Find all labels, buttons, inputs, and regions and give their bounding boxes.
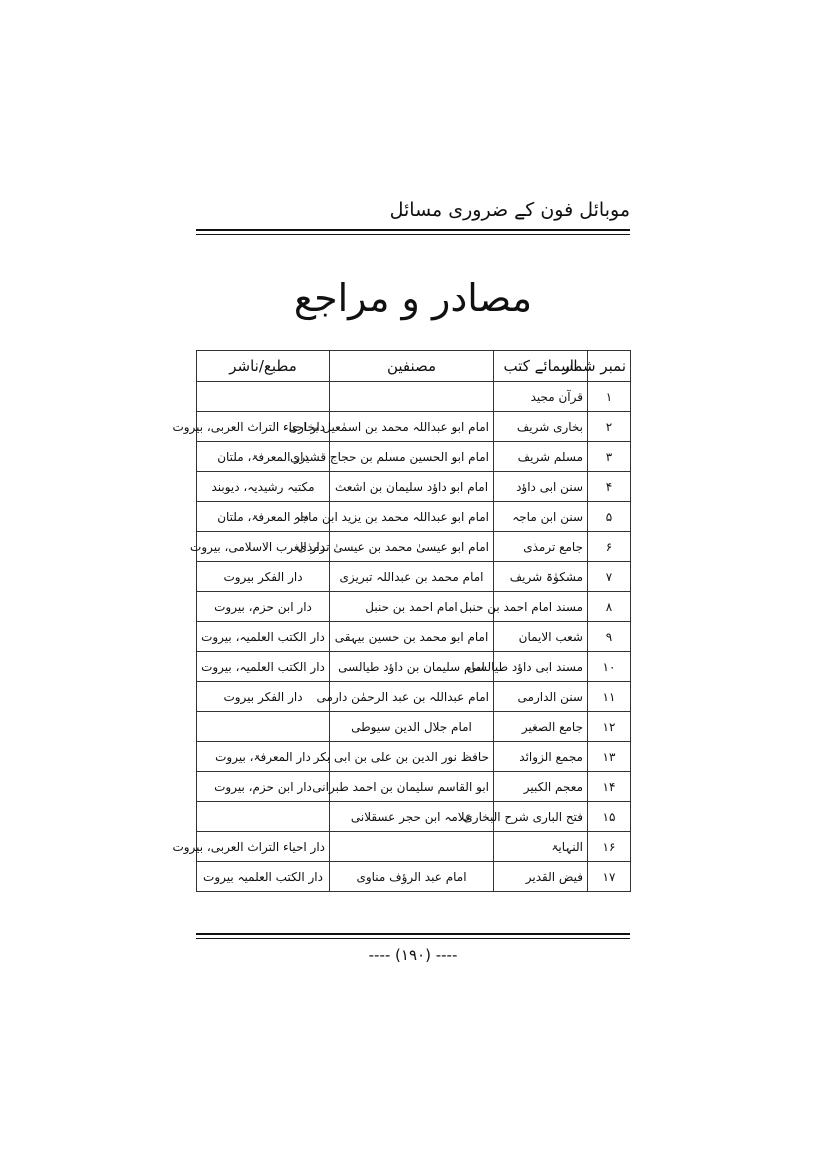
footer-rule-thin [196, 938, 630, 939]
author-cell: ابو القاسم سلیمان بن احمد طبرانی [330, 772, 494, 802]
author-cell: امام ابو داؤد سلیمان بن اشعث [330, 472, 494, 502]
author-cell [330, 832, 494, 862]
table-row [197, 772, 631, 802]
page-number: ---- (۱۹۰) ---- [368, 946, 458, 964]
publisher-cell: دار ابن حزم، بیروت [197, 772, 330, 802]
row-number-cell: ۱۲ [588, 712, 631, 742]
book-title-cell: سنن ابی داؤد [494, 472, 588, 502]
book-title-cell: قرآن مجید [494, 382, 588, 412]
header-rule-thin [196, 234, 630, 235]
row-number-cell: ۹ [588, 622, 631, 652]
author-cell: امام سلیمان بن داؤد طیالسی [330, 652, 494, 682]
author-cell: امام ابو عیسیٰ محمد بن عیسیٰ ترمذی [330, 532, 494, 562]
book-title-cell: مسلم شریف [494, 442, 588, 472]
table-row [197, 802, 631, 832]
author-cell: علامہ ابن حجر عسقلانی [330, 802, 494, 832]
publisher-cell: مکتبہ رشیدیہ، دیوبند [197, 472, 330, 502]
table-row [197, 562, 631, 592]
book-title-cell: مشکوٰۃ شریف [494, 562, 588, 592]
row-number-cell: ۱ [588, 382, 631, 412]
book-title-cell: معجم الکبیر [494, 772, 588, 802]
table-row [197, 682, 631, 712]
book-title-cell: مجمع الزوائد [494, 742, 588, 772]
column-header-book: اسمائے کتب [494, 351, 588, 382]
author-cell: امام ابو الحسین مسلم بن حجاج قشیری [330, 442, 494, 472]
row-number-cell: ۱۵ [588, 802, 631, 832]
table-body [172, 382, 631, 892]
table-header-row [197, 351, 631, 382]
table-row [197, 712, 631, 742]
publisher-cell [197, 712, 330, 742]
row-number-cell: ۸ [588, 592, 631, 622]
author-cell: امام جلال الدین سیوطی [330, 712, 494, 742]
book-title-cell: جامع ترمذی [494, 532, 588, 562]
publisher-cell: دار الکتب العلمیہ، بیروت [197, 652, 330, 682]
table-row [197, 622, 631, 652]
publisher-cell: دار احیاء التراث العربی، بیروت [197, 412, 330, 442]
table-row [197, 592, 631, 622]
publisher-cell: دار الکتب العلمیہ بیروت [197, 862, 330, 892]
table-row [197, 442, 631, 472]
table-row [197, 652, 631, 682]
table-row [197, 382, 631, 412]
book-title-cell: شعب الایمان [494, 622, 588, 652]
book-title-cell: فیض القدیر [494, 862, 588, 892]
table-row [197, 502, 631, 532]
table-row [197, 412, 631, 442]
publisher-cell: دار المعرفۃ، بیروت [197, 742, 330, 772]
author-cell: امام ابو محمد بن حسین بیہقی [330, 622, 494, 652]
table-row [197, 472, 631, 502]
running-header: موبائل فون کے ضروری مسائل [389, 199, 630, 221]
publisher-cell: دار الفکر بیروت [197, 682, 330, 712]
row-number-cell: ۷ [588, 562, 631, 592]
page-title: مصادر و مراجع [293, 276, 533, 320]
footer-rule-thick [196, 933, 630, 935]
author-cell [330, 382, 494, 412]
row-number-cell: ۱۶ [588, 832, 631, 862]
book-title-cell: سنن ابن ماجہ [494, 502, 588, 532]
column-header-author: مصنفین [330, 351, 494, 382]
row-number-cell: ۲ [588, 412, 631, 442]
book-title-cell: مسند امام احمد بن حنبل [494, 592, 588, 622]
publisher-cell: دار الغرب الاسلامی، بیروت [197, 532, 330, 562]
book-title-cell: مسند ابی داؤد طیالسی [494, 652, 588, 682]
row-number-cell: ۱۴ [588, 772, 631, 802]
publisher-cell [197, 802, 330, 832]
row-number-cell: ۵ [588, 502, 631, 532]
table-row [197, 532, 631, 562]
column-header-publisher: مطبع/ناشر [197, 351, 330, 382]
book-title-cell: فتح الباری شرح البخاری [494, 802, 588, 832]
author-cell: امام عبد الرؤف مناوی [330, 862, 494, 892]
table-row [197, 742, 631, 772]
author-cell: امام عبداللہ بن عبد الرحمٰن دارمی [330, 682, 494, 712]
row-number-cell: ۱۳ [588, 742, 631, 772]
book-title-cell: النہایۃ [494, 832, 588, 862]
author-cell: امام ابو عبداللہ محمد بن یزید ابن ماجہ [330, 502, 494, 532]
publisher-cell: دار ابن حزم، بیروت [197, 592, 330, 622]
row-number-cell: ۱۷ [588, 862, 631, 892]
table-row [197, 862, 631, 892]
column-header-number: نمبر شمار [588, 351, 631, 382]
row-number-cell: ۴ [588, 472, 631, 502]
author-cell: حافظ نور الدین بن علی بن ابی بکر [330, 742, 494, 772]
author-cell: امام احمد بن حنبل [330, 592, 494, 622]
book-title-cell: جامع الصغیر [494, 712, 588, 742]
row-number-cell: ۳ [588, 442, 631, 472]
publisher-cell [197, 382, 330, 412]
book-title-cell: سنن الدارمی [494, 682, 588, 712]
author-cell: امام ابو عبداللہ محمد بن اسمٰعیل بخاری [330, 412, 494, 442]
publisher-cell: دار المعرفۃ، ملتان [197, 502, 330, 532]
row-number-cell: ۶ [588, 532, 631, 562]
publisher-cell: دار المعرفۃ، ملتان [197, 442, 330, 472]
row-number-cell: ۱۱ [588, 682, 631, 712]
row-number-cell: ۱۰ [588, 652, 631, 682]
publisher-cell: دار الفکر بیروت [197, 562, 330, 592]
publisher-cell: دار احیاء التراث العربی، بیروت [197, 832, 330, 862]
table-row [197, 832, 631, 862]
header-rule-thick [196, 229, 630, 231]
references-table [172, 350, 631, 892]
author-cell: امام محمد بن عبداللہ تبریزی [330, 562, 494, 592]
publisher-cell: دار الکتب العلمیہ، بیروت [197, 622, 330, 652]
book-title-cell: بخاری شریف [494, 412, 588, 442]
